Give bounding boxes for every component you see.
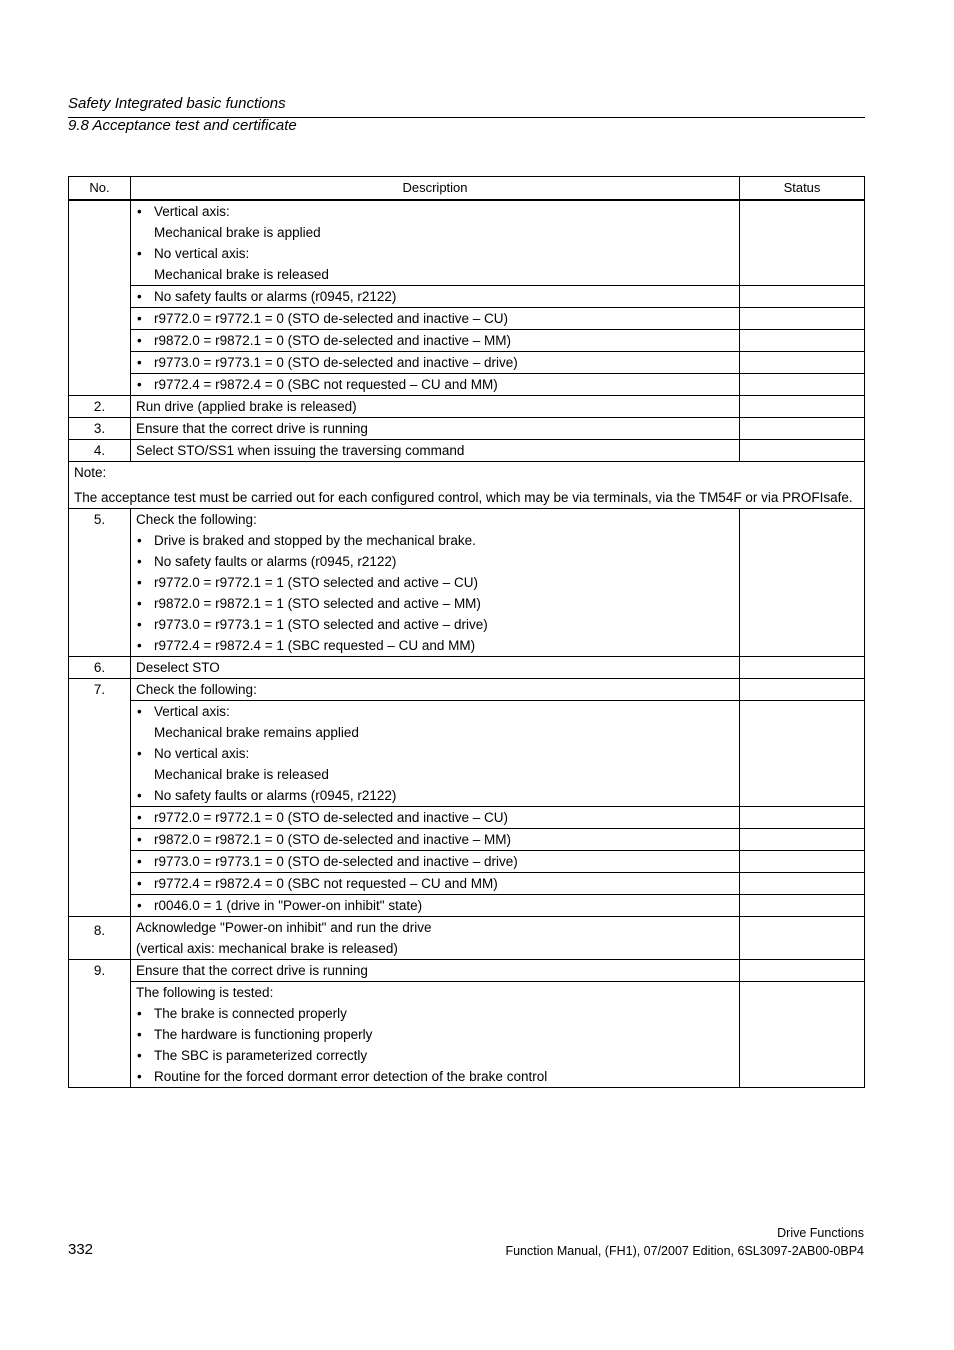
step-number: 7. (69, 679, 131, 917)
status-cell (740, 960, 865, 982)
list-item: • r9772.4 = r9872.4 = 0 (SBC not requested – CU and MM) (136, 374, 734, 395)
description-cell (131, 352, 740, 374)
list-item: • r9872.0 = r9872.1 = 1 (STO selected and active – MM) (136, 593, 734, 614)
list-item: • r9772.4 = r9872.4 = 0 (SBC not requested – CU and MM) (136, 873, 734, 894)
list-item-detail: Mechanical brake is applied (154, 225, 321, 240)
description-cell (131, 200, 740, 286)
list-item: • Vertical axis: (136, 701, 734, 722)
list-item: • r0046.0 = 1 (drive in "Power-on inhibit" state) (136, 895, 734, 916)
status-cell (740, 851, 865, 873)
description-cell (131, 873, 740, 895)
description-cell (131, 851, 740, 873)
list-item: • r9872.0 = r9872.1 = 0 (STO de-selected and inactive – MM) (136, 829, 734, 850)
status-cell (740, 895, 865, 917)
acceptance-test-table (68, 176, 865, 1088)
table-row (69, 440, 865, 462)
step-intro: Check the following: (136, 512, 257, 527)
page-number: 332 (68, 1241, 94, 1258)
description-cell (131, 308, 740, 330)
status-cell (740, 701, 865, 807)
status-cell (740, 286, 865, 308)
list-item: • Vertical axis: (136, 201, 734, 222)
status-cell (740, 330, 865, 352)
table-row (69, 895, 865, 917)
table-row (69, 807, 865, 829)
step-number-cell (69, 200, 131, 396)
step-intro: Check the following: (131, 679, 740, 701)
list-item-detail: Mechanical brake is released (154, 767, 329, 782)
status-cell (740, 418, 865, 440)
description-cell (131, 982, 740, 1088)
list-item: • The SBC is parameterized correctly (136, 1045, 734, 1066)
description-cell (131, 701, 740, 807)
footer-title: Drive Functions (777, 1226, 864, 1240)
table-row (69, 960, 865, 982)
status-cell (740, 657, 865, 679)
table-row (69, 917, 865, 960)
description-cell (131, 807, 740, 829)
step-number: 6. (69, 657, 131, 679)
list-item: • r9772.0 = r9772.1 = 1 (STO selected and active – CU) (136, 572, 734, 593)
note-text: The acceptance test must be carried out for each configured control, which may be via terminals, via the TM54F or via PROFIsafe. (74, 490, 853, 505)
table-row (69, 509, 865, 657)
table-row (69, 982, 865, 1088)
step-description: Run drive (applied brake is released) (131, 396, 740, 418)
status-cell (740, 807, 865, 829)
table-row (69, 873, 865, 895)
list-item: • r9772.0 = r9772.1 = 0 (STO de-selected and inactive – CU) (136, 308, 734, 329)
list-item: • r9772.0 = r9772.1 = 0 (STO de-selected and inactive – CU) (136, 807, 734, 828)
step-description: Ensure that the correct drive is running (131, 418, 740, 440)
list-item: • No safety faults or alarms (r0945, r2122) (136, 551, 734, 572)
table-header-row (69, 177, 865, 201)
step-number: 5. (69, 509, 131, 657)
list-item: • r9872.0 = r9872.1 = 0 (STO de-selected and inactive – MM) (136, 330, 734, 351)
step-description: Ensure that the correct drive is running (131, 960, 740, 982)
table-row (69, 851, 865, 873)
list-item-detail: Mechanical brake remains applied (154, 725, 359, 740)
status-cell (740, 509, 865, 657)
table-row (69, 701, 865, 807)
table-row (69, 352, 865, 374)
list-item: • Drive is braked and stopped by the mechanical brake. (136, 530, 734, 551)
status-cell (740, 829, 865, 851)
table-row (69, 679, 865, 701)
list-item-detail: Mechanical brake is released (154, 267, 329, 282)
status-cell (740, 308, 865, 330)
status-cell (740, 679, 865, 701)
status-cell (740, 396, 865, 418)
list-item: • The brake is connected properly (136, 1003, 734, 1024)
status-cell (740, 917, 865, 960)
note-row (69, 462, 865, 509)
table-row (69, 374, 865, 396)
step-number: 2. (69, 396, 131, 418)
description-cell (131, 374, 740, 396)
list-item: • No safety faults or alarms (r0945, r2122) (136, 286, 734, 307)
list-item: • No safety faults or alarms (r0945, r2122) (136, 785, 734, 806)
status-cell (740, 982, 865, 1088)
list-item: • r9773.0 = r9773.1 = 0 (STO de-selected and inactive – drive) (136, 851, 734, 872)
list-item: • Routine for the forced dormant error detection of the brake control (136, 1066, 734, 1087)
step-number: 9. (69, 960, 131, 1088)
list-item: • The hardware is functioning properly (136, 1024, 734, 1045)
status-cell (740, 440, 865, 462)
column-header-description: Description (131, 177, 740, 201)
footer-manual-info: Function Manual, (FH1), 07/2007 Edition, 6SL3097-2AB00-0BP4 (505, 1244, 864, 1258)
list-item: • r9773.0 = r9773.1 = 0 (STO de-selected and inactive – drive) (136, 352, 734, 373)
table-row (69, 308, 865, 330)
list-item: • r9772.4 = r9872.4 = 1 (SBC requested – CU and MM) (136, 635, 734, 656)
step-number: 3. (69, 418, 131, 440)
table-row (69, 829, 865, 851)
list-item: • r9773.0 = r9773.1 = 1 (STO selected and active – drive) (136, 614, 734, 635)
column-header-status: Status (740, 177, 865, 201)
table-row (69, 330, 865, 352)
table-row (69, 418, 865, 440)
step-number: 4. (69, 440, 131, 462)
step-number: 8. (69, 917, 131, 960)
description-cell (131, 917, 740, 960)
running-header-chapter: Safety Integrated basic functions (68, 95, 286, 112)
list-item: • No vertical axis: (136, 243, 734, 264)
description-cell (131, 286, 740, 308)
description-cell (131, 509, 740, 657)
description-cell (131, 895, 740, 917)
table-row (69, 657, 865, 679)
table-row (69, 200, 865, 286)
description-cell (131, 829, 740, 851)
step-description: Deselect STO (131, 657, 740, 679)
table-row (69, 396, 865, 418)
description-cell (131, 330, 740, 352)
list-item: • No vertical axis: (136, 743, 734, 764)
note-cell (69, 462, 865, 509)
tested-intro: The following is tested: (136, 985, 274, 1000)
table-row (69, 286, 865, 308)
running-header-section: 9.8 Acceptance test and certificate (68, 117, 297, 134)
status-cell (740, 200, 865, 286)
note-label: Note: (74, 465, 107, 480)
step-description: Select STO/SS1 when issuing the traversing command (131, 440, 740, 462)
status-cell (740, 374, 865, 396)
status-cell (740, 873, 865, 895)
step-description-continued: (vertical axis: mechanical brake is released) (136, 941, 398, 956)
step-description: Acknowledge "Power-on inhibit" and run the drive (136, 920, 432, 935)
status-cell (740, 352, 865, 374)
column-header-no: No. (69, 177, 131, 201)
